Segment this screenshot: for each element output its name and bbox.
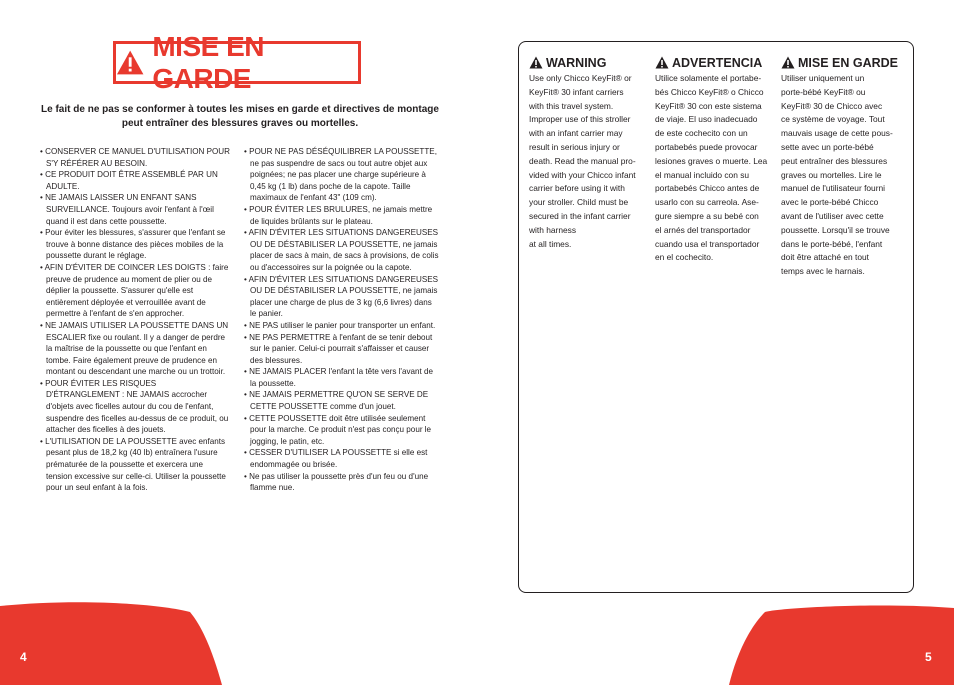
- list-item: • Pour éviter les blessures, s'assurer que l'enfant se trouve à bonne distance des pièces mobiles de la poussette durant le réglage.: [40, 227, 230, 262]
- warning-heading-text: MISE EN GARDE: [798, 55, 899, 70]
- list-item: • POUR ÉVITER LES BRULURES, ne jamais mettre de liquides brûlants sur le plateau.: [244, 204, 440, 227]
- list-item: • AFIN D'ÉVITER DE COINCER LES DOIGTS : faire preuve de prudence au moment de plier ou de déplier la poussette. S'assurer qu'elle est entièrement déployée et verrouillée avant de permettre à l'enfant de s'en approcher.: [40, 262, 230, 320]
- carrier-warning-box: [518, 41, 914, 593]
- warning-icon: [781, 56, 795, 69]
- warning-list-column-2: [244, 146, 440, 494]
- warning-heading-text: WARNING: [546, 55, 607, 70]
- list-item: • L'UTILISATION DE LA POUSSETTE avec enfants pesant plus de 18,2 kg (40 lb) entraînera l'usure prématurée de la poussette et exercera une tension excessive sur celle-ci. Utiliser la poussette pour un seul enfant à la fois.: [40, 436, 230, 494]
- warning-heading: [529, 54, 649, 71]
- lead-warning: Le fait de ne pas se conformer à toutes les mises en garde et directives de montage peut entraîner des blessures graves ou mortelles.: [41, 104, 439, 129]
- warning-body: Utiliser uniquement un porte-bébé KeyFit® ou KeyFit® 30 de Chicco avec ce système de voyage. Tout mauvais usage de cette pous- sette avec un porte-bébé peut entraîner des blessures graves ou mortelles. Lire le manuel de l'utilisateur fourni avec le porte-bébé Chicco avant de l'utiliser avec cette poussette. Lorsqu'il se trouve dans le porte-bébé, l'enfant doit être attaché en tout temps avec le harnais.: [781, 73, 893, 277]
- list-item: • CETTE POUSSETTE doit être utilisée seulement pour la marche. Ce produit n'est pas conçu pour le jogging, le patin, etc.: [244, 413, 440, 448]
- list-item: • POUR NE PAS DÉSÉQUILIBRER LA POUSSETTE, ne pas suspendre de sacs ou tout autre objet aux poignées; ne pas placer une charge supérieure à 0,45 kg (1 lb) dans poche de la capote. Taille maximaux de l'enfant 43" (109 cm).: [244, 146, 440, 204]
- list-item: • AFIN D'ÉVITER LES SITUATIONS DANGEREUSES OU DE DÉSTABILISER LA POUSSETTE, ne jamais placer de sacs à main, de sacs à provisions, de colis ou d'accessoires sur la poignée ou la capote.: [244, 227, 440, 273]
- warning-icon: [116, 49, 144, 76]
- warning-french: [781, 54, 901, 279]
- warning-english: [529, 54, 649, 251]
- list-item: • NE JAMAIS PLACER l'enfant la tête vers l'avant de la poussette.: [244, 366, 440, 389]
- page-number: 4: [20, 650, 27, 664]
- warning-title-box: [113, 30, 361, 94]
- warning-spanish: [655, 54, 775, 265]
- list-item: • NE PAS PERMETTRE à l'enfant de se tenir debout sur le panier. Celui-ci pourrait s'affaisser et causer des blessures.: [244, 332, 440, 367]
- list-item: • CESSER D'UTILISER LA POUSSETTE si elle est endommagée ou brisée.: [244, 447, 440, 470]
- warning-list-column-1: [40, 146, 230, 494]
- warning-body: Utilice solamente el portabe- bés Chicco KeyFit® o Chicco KeyFit® 30 con este sistema de viaje. El uso inadecuado de este cochecito con un portabebés puede provocar lesiones graves o muerte. Lea el manual incluido con su portabebés Chicco antes de usarlo con su carreola. Ase- gure siempre a su bebé con el arnés del transportador cuando usa el transportador en el cochecito.: [655, 73, 768, 263]
- page-number: 5: [925, 650, 932, 664]
- list-item: • POUR ÉVITER LES RISQUES D'ÉTRANGLEMENT : NE JAMAIS accrocher d'objets avec ficelles autour du cou de l'enfant, suspendre des ficelles au-dessus de ce produit, ou attacher des ficelles à des jouets.: [40, 378, 230, 436]
- warning-body: Use only Chicco KeyFit® or KeyFit® 30 infant carriers with this travel system. Improper use of this stroller with an infant carrier may result in serious injury or death. Read the manual pro- vided with your Chicco infant carrier before using it with your stroller. Child must be secured in the infant carrier with harness at all times.: [529, 73, 636, 249]
- warning-heading: [655, 54, 775, 71]
- list-item: • NE JAMAIS LAISSER UN ENFANT SANS SURVEILLANCE. Toujours avoir l'enfant à l'œil quand il est dans cette poussette.: [40, 192, 230, 227]
- list-item: • NE JAMAIS UTILISER LA POUSSETTE DANS UN ESCALIER fixe ou roulant. Il y a danger de perdre la maîtrise de la poussette ou que l'enfant en tombe. Faire également preuve de prudence en montant ou descendant une marche ou un trottoir.: [40, 320, 230, 378]
- warning-icon: [655, 56, 669, 69]
- list-item: • CE PRODUIT DOIT ÊTRE ASSEMBLÉ PAR UN ADULTE.: [40, 169, 230, 192]
- warning-icon: [529, 56, 543, 69]
- list-item: • CONSERVER CE MANUEL D'UTILISATION POUR S'Y RÉFÉRER AU BESOIN.: [40, 146, 230, 169]
- warning-heading: [781, 54, 901, 71]
- page-title: MISE EN GARDE: [152, 30, 264, 94]
- list-item: • Ne pas utiliser la poussette près d'un feu ou d'une flamme nue.: [244, 471, 440, 494]
- list-item: • AFIN D'ÉVITER LES SITUATIONS DANGEREUSES OU DE DÉSTABILISER LA POUSSETTE, ne jamais placer une charge de plus de 3 kg (6,6 livres) dans le panier.: [244, 274, 440, 320]
- list-item: • NE JAMAIS PERMETTRE QU'ON SE SERVE DE CETTE POUSSETTE comme d'un jouet.: [244, 389, 440, 412]
- right-page: [477, 0, 954, 685]
- warning-heading-text: ADVERTENCIA: [672, 55, 763, 70]
- list-item: • NE PAS utiliser le panier pour transporter un enfant.: [244, 320, 440, 332]
